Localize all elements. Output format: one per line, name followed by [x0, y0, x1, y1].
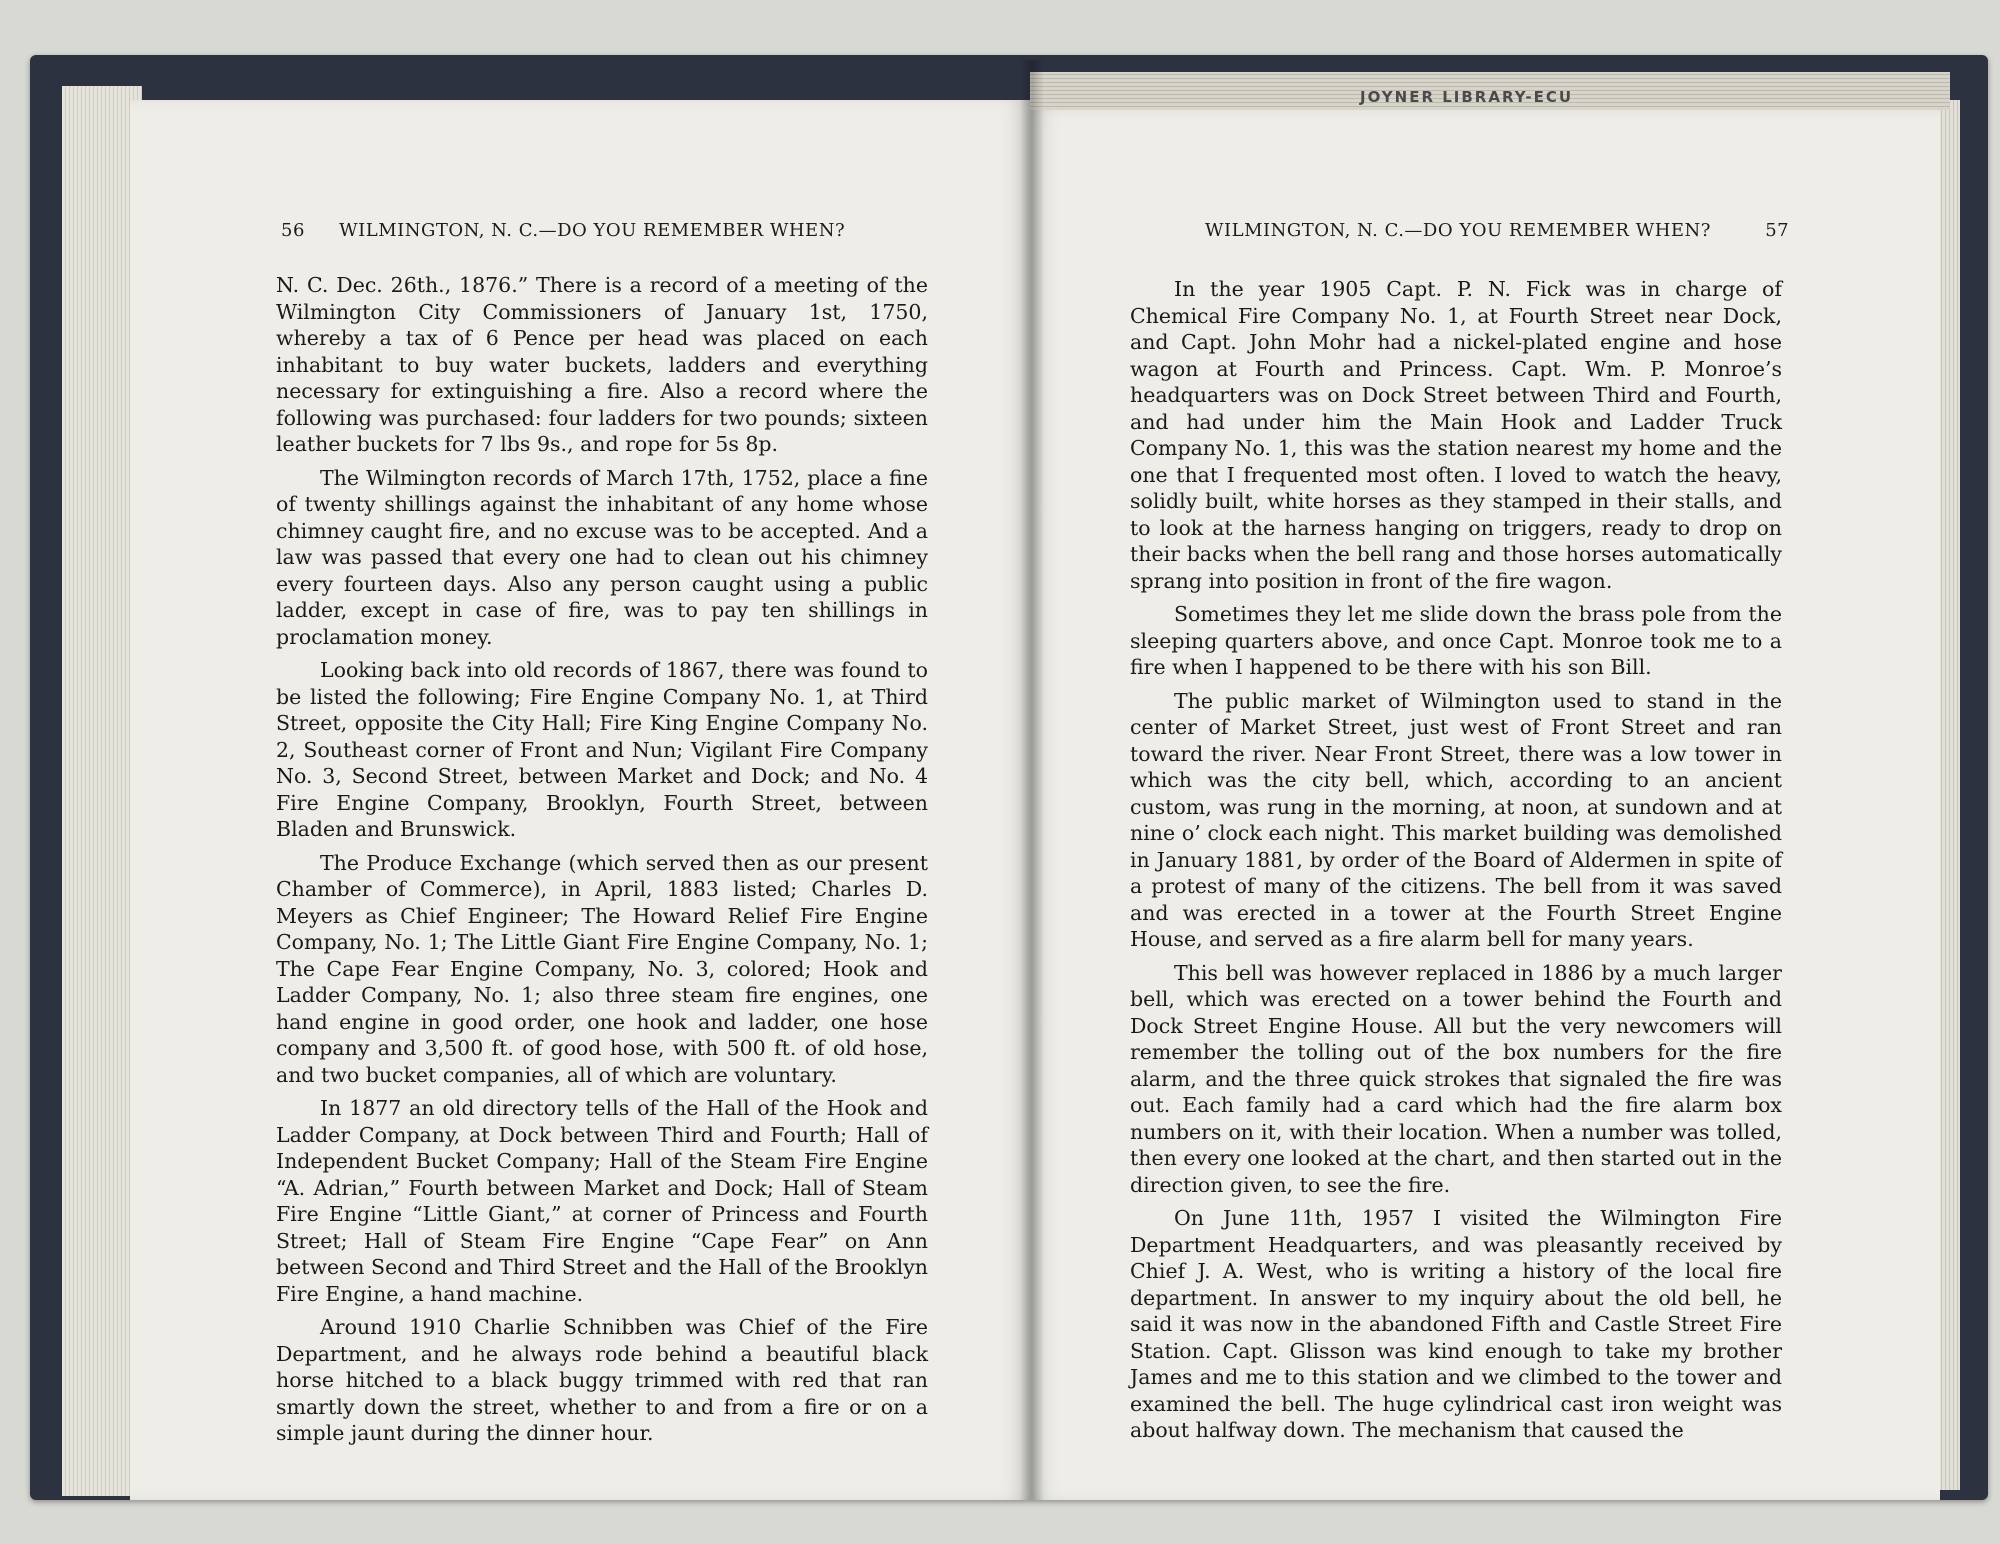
- paragraph: The Wilmington records of March 17th, 1752, place a fine of twenty shillings against the inhabitant of any home whose chimney caught fire, and no excuse was to be accepted. And a law was passed that every one had to clean out his chimney every fourteen days. Also any person caught using a public ladder, except in case of fire, was to pay ten shillings in proclamation money.: [276, 465, 928, 649]
- paragraph: The Produce Exchange (which served then as our present Chamber of Commerce), in April, 1883 listed; Charles D. Meyers as Chief Engineer; The Howard Relief Fire Engine Company, No. 1; The Little Giant Fire Engine Company, No. 1; The Cape Fear Engine Company, No. 3, colored; Hook and Ladder Company, No. 1; also three steam fire engines, one hand engine in good order, one hook and ladder, one hose company and 3,500 ft. of good hose, with 500 ft. of old hose, and two bucket companies, all of which are voluntary.: [276, 850, 928, 1087]
- paragraph: In the year 1905 Capt. P. N. Fick was in charge of Chemical Fire Company No. 1, at Fourth Street near Dock, and Capt. John Mohr had a nickel-plated engine and hose wagon at Fourth and Princess. Capt. Wm. P. Monroe’s headquarters was on Dock Street between Third and Fourth, and had under him the Main Hook and Ladder Truck Company No. 1, this was the station nearest my home and the one that I frequented most often. I loved to watch the heavy, solidly built, white horses as they stamped in their stalls, and to look at the harness hanging on triggers, ready to drop on their backs when the bell rang and those horses automatically sprang into position in front of the fire wagon.: [1130, 277, 1782, 593]
- right-page-number: 57: [1765, 220, 1790, 241]
- paragraph: Sometimes they let me slide down the brass pole from the sleeping quarters above, and once Capt. Monroe took me to a fire when I happened to be there with his son Bill.: [1130, 602, 1782, 679]
- left-page-text: [276, 272, 928, 1454]
- left-page-number: 56: [281, 220, 305, 241]
- right-page-text: [1130, 276, 1782, 1451]
- paragraph: Looking back into old records of 1867, there was found to be listed the following; Fire Engine Company No. 1, at Third Street, opposite the City Hall; Fire King Engine Company No. 2, Southeast corner of Front and Nun; Vigilant Fire Company No. 3, Second Street, between Market and Dock; and No. 4 Fire Engine Company, Brooklyn, Fourth Street, between Bladen and Brunswick.: [276, 658, 928, 841]
- paragraph: N. C. Dec. 26th., 1876.” There is a record of a meeting of the Wilmington City Commissioners of January 1st, 1750, whereby a tax of 6 Pence per head was placed on each inhabitant to buy water buckets, ladders and everything necessary for extinguishing a fire. Also a record where the following was purchased: four ladders for two pounds; sixteen leather buckets for 7 lbs 9s., and rope for 5s 8p.: [276, 273, 928, 456]
- paragraph: The public market of Wilmington used to stand in the center of Market Street, just west of Front Street and ran toward the river. Near Front Street, there was a low tower in which was the city bell, which, according to an ancient custom, was rung in the morning, at noon, at sundown and at nine o’ clock each night. This market building was demolished in January 1881, by order of the Board of Aldermen in spite of a protest of many of the citizens. The bell from it was saved and was erected in a tower at the Fourth Street Engine House, and served as a fire alarm bell for many years.: [1130, 688, 1782, 951]
- right-running-head: [1205, 220, 1789, 241]
- left-running-title: WILMINGTON, N. C.—DO YOU REMEMBER WHEN?: [339, 220, 846, 241]
- paragraph: Around 1910 Charlie Schnibben was Chief of the Fire Department, and he always rode behind a beautiful black horse hitched to a black buggy trimmed with red that ran smartly down the street, whether to and from a fire or on a simple jaunt during the dinner hour.: [276, 1315, 928, 1445]
- right-running-title: WILMINGTON, N. C.—DO YOU REMEMBER WHEN?: [1205, 220, 1711, 241]
- library-stamp: JOYNER LIBRARY-ECU: [1360, 88, 1574, 106]
- paragraph: On June 11th, 1957 I visited the Wilmington Fire Department Headquarters, and was pleasantly received by Chief J. A. West, who is writing a history of the local fire department. In answer to my inquiry about the old bell, he said it was now in the abandoned Fifth and Castle Street Fire Station. Capt. Glisson was kind enough to take my brother James and me to this station and we climbed to the tower and examined the bell. The huge cylindrical cast iron weight was about halfway down. The mechanism that caused the: [1130, 1206, 1782, 1442]
- book-gutter: [1020, 60, 1044, 1500]
- paragraph: This bell was however replaced in 1886 by a much larger bell, which was erected on a tower behind the Fourth and Dock Street Engine House. All but the very newcomers will remember the tolling out of the box numbers for the fire alarm, and the three quick strokes that signaled the fire was out. Each family had a card which had the fire alarm box numbers on it, with their location. When a number was tolled, then every one looked at the chart, and then started out in the direction given, to see the fire.: [1130, 960, 1782, 1197]
- paragraph: In 1877 an old directory tells of the Hall of the Hook and Ladder Company, at Dock between Third and Fourth; Hall of Independent Bucket Company; Hall of the Steam Fire Engine “A. Adrian,” Fourth between Market and Dock; Hall of Steam Fire Engine “Little Giant,” at corner of Princess and Fourth Street; Hall of Steam Fire Engine “Cape Fear” on Ann between Second and Third Street and the Hall of the Brooklyn Fire Engine, a hand machine.: [276, 1096, 928, 1306]
- left-running-head: [281, 220, 845, 241]
